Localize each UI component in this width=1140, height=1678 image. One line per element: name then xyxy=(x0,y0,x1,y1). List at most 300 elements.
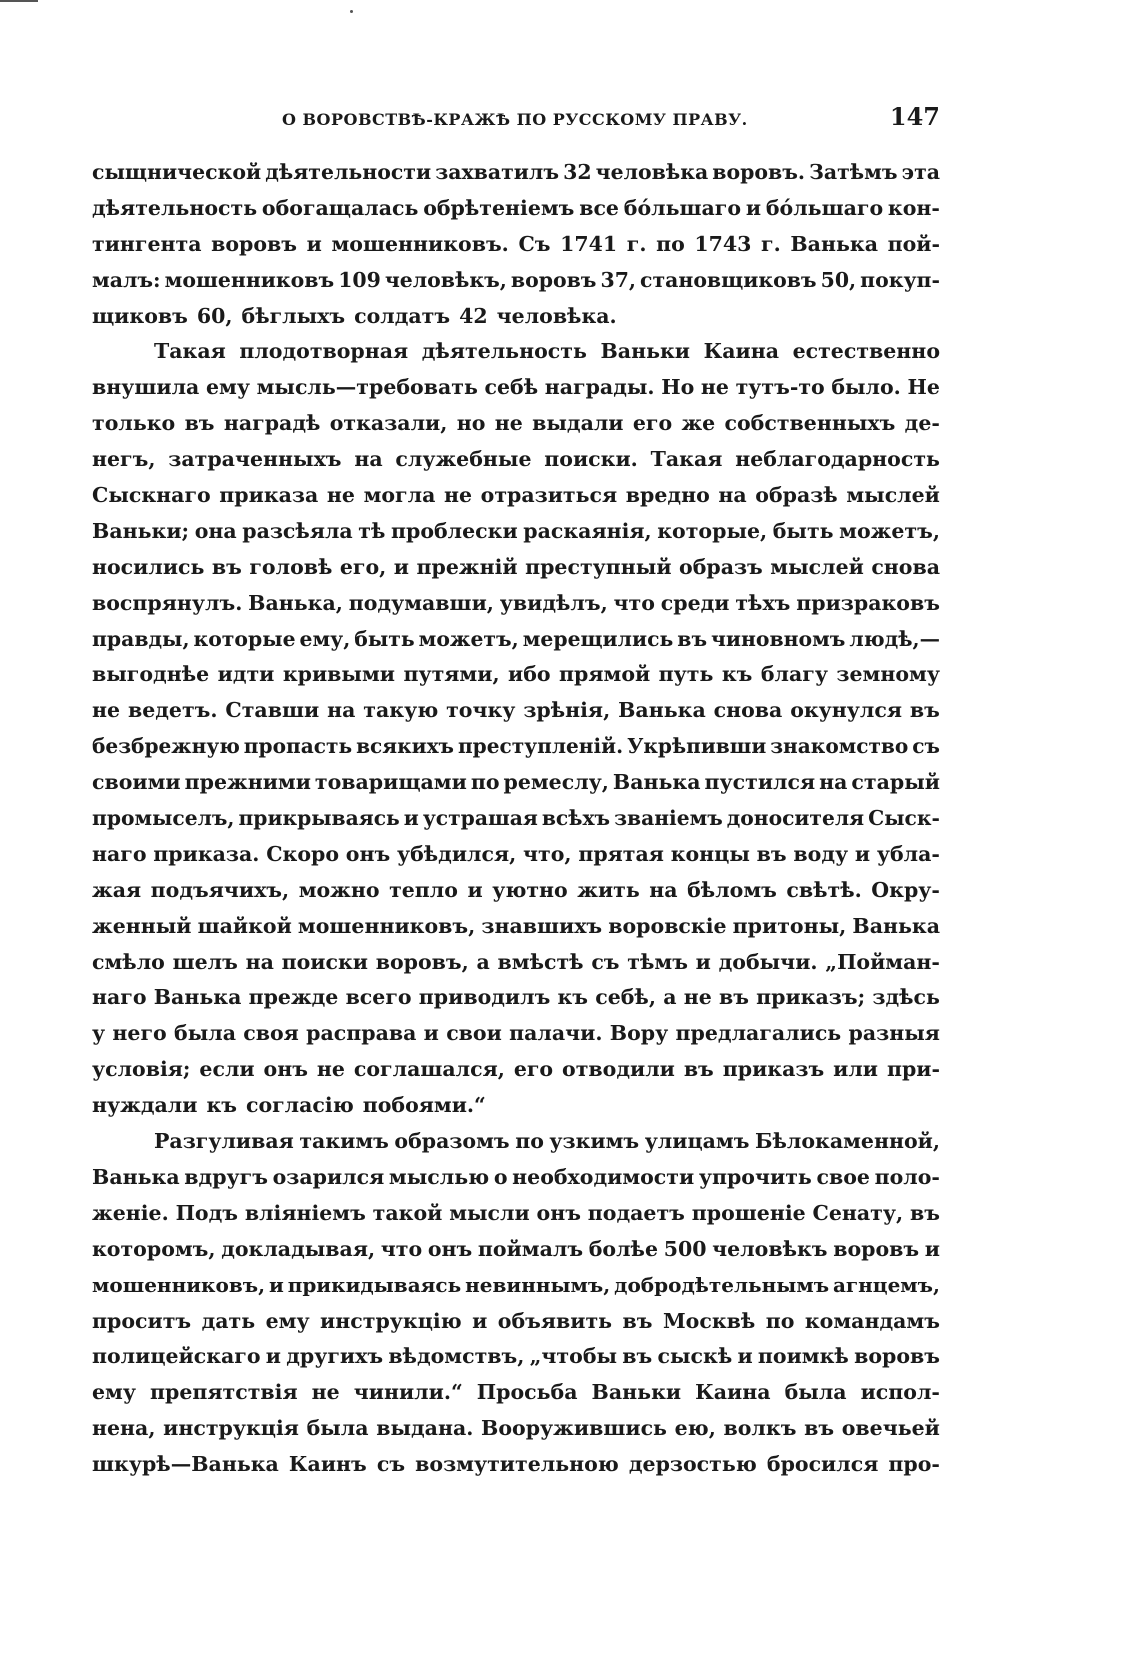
word: Съ xyxy=(518,231,551,256)
word: становщиковъ xyxy=(640,267,817,292)
word: полицейскаго xyxy=(92,1344,261,1369)
word: ему, xyxy=(299,626,351,651)
word: приказа. xyxy=(153,841,260,866)
word: неблагодарность xyxy=(735,447,940,472)
word: служебные xyxy=(395,447,532,472)
word: 50, xyxy=(820,267,857,292)
word: не xyxy=(443,483,473,508)
word: подъячихъ, xyxy=(150,877,290,902)
word: Просьба xyxy=(476,1380,578,1405)
word: у xyxy=(92,1021,106,1046)
word: его xyxy=(632,411,673,436)
word: Сенату, xyxy=(812,1200,904,1225)
word: онъ xyxy=(536,1200,581,1225)
word: и xyxy=(467,877,483,902)
word: отводили xyxy=(562,1057,675,1082)
word: воровъ xyxy=(854,1344,940,1369)
text-line xyxy=(92,1093,940,1129)
word: и xyxy=(306,231,322,256)
word: прежде xyxy=(248,985,339,1010)
text-line xyxy=(92,196,940,232)
word: разсѣяла xyxy=(242,518,353,543)
word: преступленій. xyxy=(457,734,624,759)
word: условія; xyxy=(92,1057,191,1082)
word: 60, xyxy=(196,303,233,328)
running-title: О ВОРОВСТВѢ-КРАЖѢ ПО РУССКОМУ ПРАВУ. xyxy=(282,110,748,129)
word: внушила xyxy=(92,375,200,400)
text-line xyxy=(92,232,940,268)
word: пропасть xyxy=(243,734,353,759)
word: негъ, xyxy=(92,447,156,472)
word: человѣкъ, xyxy=(384,267,507,292)
word: сыскѣ xyxy=(657,1344,733,1369)
word: путь xyxy=(658,662,714,687)
word: быть xyxy=(772,518,834,543)
word: въ xyxy=(622,1308,653,1333)
word: Такая xyxy=(154,339,226,364)
word: Вооружившись xyxy=(481,1416,667,1441)
word: онъ xyxy=(427,1236,473,1261)
word: носились xyxy=(92,554,205,579)
word: на xyxy=(819,770,848,795)
word: Скоро xyxy=(266,841,340,866)
word: кон- xyxy=(887,195,940,220)
word: человѣкъ xyxy=(712,1236,828,1261)
text-line xyxy=(92,160,940,196)
word: здѣсь xyxy=(872,985,940,1010)
text-line xyxy=(92,985,940,1021)
word: и xyxy=(854,841,871,866)
word: своя xyxy=(243,1021,299,1046)
word: невиннымъ, xyxy=(465,1272,611,1297)
word: знакомство xyxy=(770,734,909,759)
word: снова xyxy=(713,698,783,723)
text-line xyxy=(92,1309,940,1345)
word: волкъ xyxy=(723,1416,797,1441)
word: жая xyxy=(92,877,142,902)
word: въ xyxy=(677,626,708,651)
word: увидѣлъ, xyxy=(499,590,608,615)
word: женіе. xyxy=(92,1200,169,1225)
word: Ставши xyxy=(225,698,320,723)
word: себѣ, xyxy=(595,985,656,1010)
word: шелъ xyxy=(172,949,238,974)
word: по xyxy=(656,231,685,256)
word: обрѣтеніемъ xyxy=(423,195,575,220)
word: по xyxy=(470,770,500,795)
word: бѣглыхъ xyxy=(241,303,346,328)
word: тѣ xyxy=(358,518,386,543)
word: Москвѣ xyxy=(662,1308,756,1333)
word: чиновномъ xyxy=(711,626,846,651)
text-line xyxy=(92,483,940,519)
word: покуп- xyxy=(860,267,940,292)
word: прежній xyxy=(416,554,518,579)
word: въ xyxy=(718,985,749,1010)
word: головѣ xyxy=(249,554,333,579)
word: преступный xyxy=(525,554,672,579)
word: которые xyxy=(193,626,296,651)
word: мерещились xyxy=(522,626,674,651)
word: при- xyxy=(886,1057,940,1082)
word: но xyxy=(456,411,486,436)
word: Ванька, xyxy=(248,590,343,615)
word: нуждали xyxy=(92,1093,198,1118)
word: воду xyxy=(793,841,849,866)
text-line xyxy=(92,950,940,986)
word: „чтобы xyxy=(529,1344,618,1369)
word: Окру- xyxy=(871,877,940,902)
word: озарился xyxy=(272,1164,385,1189)
word: солдатъ xyxy=(354,303,451,328)
word: въ xyxy=(184,411,215,436)
word: чинили.“ xyxy=(353,1380,463,1405)
word: палачи. xyxy=(509,1021,603,1046)
word: не xyxy=(311,1380,340,1405)
word: а xyxy=(476,949,490,974)
word: выгоднѣе xyxy=(92,662,210,687)
word: 32 xyxy=(563,160,592,184)
word: Ваньки xyxy=(591,1380,682,1405)
word: такой xyxy=(372,1200,443,1225)
word: которомъ, xyxy=(92,1236,216,1261)
word: наградѣ xyxy=(223,411,321,436)
word: другихъ xyxy=(286,1344,384,1369)
word: прикидываясь xyxy=(287,1272,462,1297)
word: приказа xyxy=(219,483,319,508)
word: Подъ xyxy=(175,1200,238,1225)
word: добычи. xyxy=(718,949,818,974)
text-line xyxy=(92,519,940,555)
word: убѣдился, xyxy=(396,841,517,866)
word: женный xyxy=(92,913,192,938)
word: ему xyxy=(205,375,250,400)
word: снова xyxy=(871,554,940,579)
word: г. xyxy=(761,231,781,256)
word: ведетъ. xyxy=(127,698,218,723)
word: прошеніе xyxy=(691,1200,806,1225)
text-line xyxy=(92,842,940,878)
word: что xyxy=(380,1236,423,1261)
text-line xyxy=(92,1129,940,1165)
word: 500 xyxy=(663,1236,707,1261)
word: образъ xyxy=(679,554,763,579)
word: Укрѣпивши xyxy=(627,734,767,759)
word: воспрянулъ. xyxy=(92,590,243,615)
word: среди xyxy=(660,590,730,615)
word: ею, xyxy=(674,1416,716,1441)
word: на xyxy=(245,949,274,974)
word: Ванька xyxy=(612,770,701,795)
word: зрѣнія, xyxy=(523,698,611,723)
word: себѣ xyxy=(484,375,539,400)
word: 37, xyxy=(600,267,637,292)
word: Ваньки; xyxy=(92,518,190,543)
text-line xyxy=(92,447,940,483)
word: эта xyxy=(901,160,940,184)
word: человѣка. xyxy=(496,303,617,328)
word: и xyxy=(472,1308,488,1333)
word: отказали, xyxy=(329,411,448,436)
word: Ванька xyxy=(618,698,706,723)
word: мошенниковъ. xyxy=(331,231,509,256)
text-line xyxy=(92,1201,940,1237)
text-line xyxy=(92,698,940,734)
word: которые, xyxy=(657,518,768,543)
word: испол- xyxy=(860,1380,940,1405)
word: его, xyxy=(339,554,387,579)
word: Такая xyxy=(650,447,723,472)
word: благу xyxy=(760,662,828,687)
word: о xyxy=(493,1164,508,1189)
word: Но xyxy=(661,375,695,400)
word: приказъ; xyxy=(756,985,866,1010)
word: приводилъ xyxy=(418,985,551,1010)
word: воровъ. xyxy=(712,160,806,184)
word: необходимости xyxy=(512,1164,695,1189)
word: и xyxy=(423,1021,439,1046)
text-line xyxy=(92,1057,940,1093)
word: бросился xyxy=(766,1452,879,1477)
word: агнцемъ, xyxy=(832,1272,940,1297)
page-number: 147 xyxy=(889,102,940,131)
text-line xyxy=(92,591,940,627)
word: ему xyxy=(265,1308,310,1333)
word: Не xyxy=(907,375,940,400)
word: ублa- xyxy=(876,841,940,866)
word: упрочить xyxy=(698,1164,812,1189)
word: въ xyxy=(683,1057,714,1082)
word: старый xyxy=(851,770,940,795)
word: такую xyxy=(363,698,439,723)
word: на xyxy=(649,877,678,902)
word: мыслей xyxy=(846,483,940,508)
word: него xyxy=(112,1021,167,1046)
text-line xyxy=(92,878,940,914)
word: воровскіе xyxy=(608,913,727,938)
word: мысль—требовать xyxy=(256,375,478,400)
word: на xyxy=(718,483,747,508)
word: образомъ xyxy=(394,1129,510,1154)
word: не xyxy=(683,985,712,1010)
word: и xyxy=(737,1344,753,1369)
word: проблески xyxy=(391,518,518,543)
word: сыщнической xyxy=(92,160,262,184)
word: выдали xyxy=(532,411,624,436)
word: г. xyxy=(626,231,647,256)
word: мошенниковъ, xyxy=(92,1272,266,1297)
word: расправа xyxy=(306,1021,417,1046)
word: свѣтѣ. xyxy=(786,877,862,902)
word: званіемъ xyxy=(614,806,723,831)
word: поло- xyxy=(874,1164,940,1189)
word: что xyxy=(613,590,655,615)
scan-edge-mark xyxy=(0,0,38,2)
word: тѣмъ xyxy=(627,949,688,974)
word: 42 xyxy=(459,303,488,328)
word: пой- xyxy=(887,231,940,256)
word: раскаянія, xyxy=(523,518,652,543)
word: пустился xyxy=(704,770,816,795)
word: и xyxy=(393,554,410,579)
word: можетъ, xyxy=(839,518,940,543)
word: малъ: xyxy=(92,267,161,292)
word: земному xyxy=(836,662,940,687)
word: и xyxy=(265,1344,281,1369)
word: и xyxy=(268,1272,284,1297)
word: вмѣстѣ xyxy=(497,949,584,974)
word: призраковъ xyxy=(796,590,940,615)
word: быть xyxy=(354,626,415,651)
word: устрашая xyxy=(422,806,538,831)
word: всякихъ xyxy=(356,734,454,759)
word: Каина xyxy=(695,1380,771,1405)
word: на xyxy=(327,698,356,723)
text-line xyxy=(92,734,940,770)
word: если xyxy=(199,1057,255,1082)
word: всѣхъ xyxy=(541,806,611,831)
word: къ xyxy=(557,985,589,1010)
word: поимкѣ xyxy=(757,1344,849,1369)
word: дать xyxy=(201,1308,256,1333)
body-text xyxy=(92,160,940,1488)
word: щиковъ xyxy=(92,303,188,328)
word: не xyxy=(316,1057,345,1082)
word: награды. xyxy=(544,375,655,400)
word: въ xyxy=(909,698,940,723)
word: путями, xyxy=(403,662,500,687)
word: улицамъ xyxy=(644,1129,750,1154)
word: съ xyxy=(591,949,620,974)
scan-speck xyxy=(350,10,353,13)
word: по xyxy=(515,1129,544,1154)
word: шкурѣ—Ванька xyxy=(92,1452,279,1477)
word: же xyxy=(681,411,716,436)
word: уютно xyxy=(492,877,568,902)
word: съ xyxy=(376,1452,406,1477)
word: Бѣлокаменной, xyxy=(754,1129,940,1154)
word: тепло xyxy=(389,877,458,902)
word: Ванька xyxy=(852,913,940,938)
word: дѣятельность xyxy=(92,195,258,220)
text-line xyxy=(92,1021,940,1057)
word: дѣятельность xyxy=(421,339,587,364)
word: нена, xyxy=(92,1416,156,1441)
word: своими xyxy=(92,770,181,795)
word: въ xyxy=(756,841,787,866)
text-line xyxy=(92,1380,940,1416)
text-line xyxy=(92,555,940,591)
word: только xyxy=(92,411,176,436)
word: безбрежную xyxy=(92,734,240,759)
word: была xyxy=(784,1380,847,1405)
word: товарищами xyxy=(314,770,467,795)
word: Ванька xyxy=(92,1164,180,1189)
word: была xyxy=(306,1416,369,1441)
word: наго xyxy=(92,985,147,1010)
word: де- xyxy=(904,411,940,436)
word: было. xyxy=(831,375,901,400)
word: шайкой xyxy=(197,913,292,938)
word: кривыми xyxy=(282,662,395,687)
word: возмутительною xyxy=(415,1452,619,1477)
word: знавшихъ xyxy=(481,913,603,938)
word: проситъ xyxy=(92,1308,192,1333)
word: Ваньки xyxy=(600,339,690,364)
text-line xyxy=(92,1452,940,1488)
word: обогащалась xyxy=(261,195,419,220)
word: такимъ xyxy=(299,1129,389,1154)
word: образѣ xyxy=(755,483,838,508)
word: и xyxy=(745,195,762,220)
word: не xyxy=(494,411,523,436)
word: поиски xyxy=(281,949,368,974)
word: въ xyxy=(804,1416,835,1441)
word: предлагались xyxy=(675,1021,842,1046)
word: все xyxy=(579,195,619,220)
word: къ xyxy=(206,1093,237,1118)
word: жить xyxy=(577,877,640,902)
word: и xyxy=(924,1236,940,1261)
word: Сыск- xyxy=(868,806,940,831)
text-line xyxy=(92,770,940,806)
word: и xyxy=(695,949,711,974)
word: правды, xyxy=(92,626,190,651)
word: командамъ xyxy=(804,1308,940,1333)
word: бóльшаго xyxy=(623,195,742,220)
text-line xyxy=(92,375,940,411)
word: Каинъ xyxy=(288,1452,367,1477)
word: въ xyxy=(211,554,242,579)
word: тингента xyxy=(92,231,202,256)
text-line xyxy=(92,1344,940,1380)
word: къ xyxy=(721,662,753,687)
word: ремеслу, xyxy=(503,770,609,795)
word: затраченныхъ xyxy=(168,447,342,472)
word: бóльшаго xyxy=(765,195,884,220)
word: Ванька xyxy=(153,985,242,1010)
word: мошенниковъ xyxy=(164,267,335,292)
word: узкимъ xyxy=(549,1129,640,1154)
word: ему xyxy=(92,1380,136,1405)
word: 109 xyxy=(338,267,381,292)
word: въ xyxy=(909,1200,940,1225)
text-line xyxy=(92,914,940,950)
word: смѣло xyxy=(92,949,165,974)
word: про- xyxy=(888,1452,940,1477)
word: вѣдомствъ, xyxy=(388,1344,525,1369)
text-line xyxy=(92,339,940,375)
word: прямой xyxy=(559,662,651,687)
word: что, xyxy=(523,841,572,866)
word: свои xyxy=(446,1021,502,1046)
word: естественно xyxy=(792,339,940,364)
word: поиски. xyxy=(544,447,638,472)
word: мысли xyxy=(449,1200,530,1225)
word: выдана. xyxy=(376,1416,474,1441)
word: овечьей xyxy=(841,1416,940,1441)
word: докладывая, xyxy=(221,1236,376,1261)
word: концы xyxy=(670,841,750,866)
word: на xyxy=(354,447,383,472)
word: въ xyxy=(622,1344,653,1369)
text-line xyxy=(92,411,940,447)
word: не xyxy=(326,483,355,508)
word: свое xyxy=(816,1164,870,1189)
word: съ xyxy=(912,734,940,759)
word: не xyxy=(92,698,121,723)
word: болѣе xyxy=(588,1236,659,1261)
